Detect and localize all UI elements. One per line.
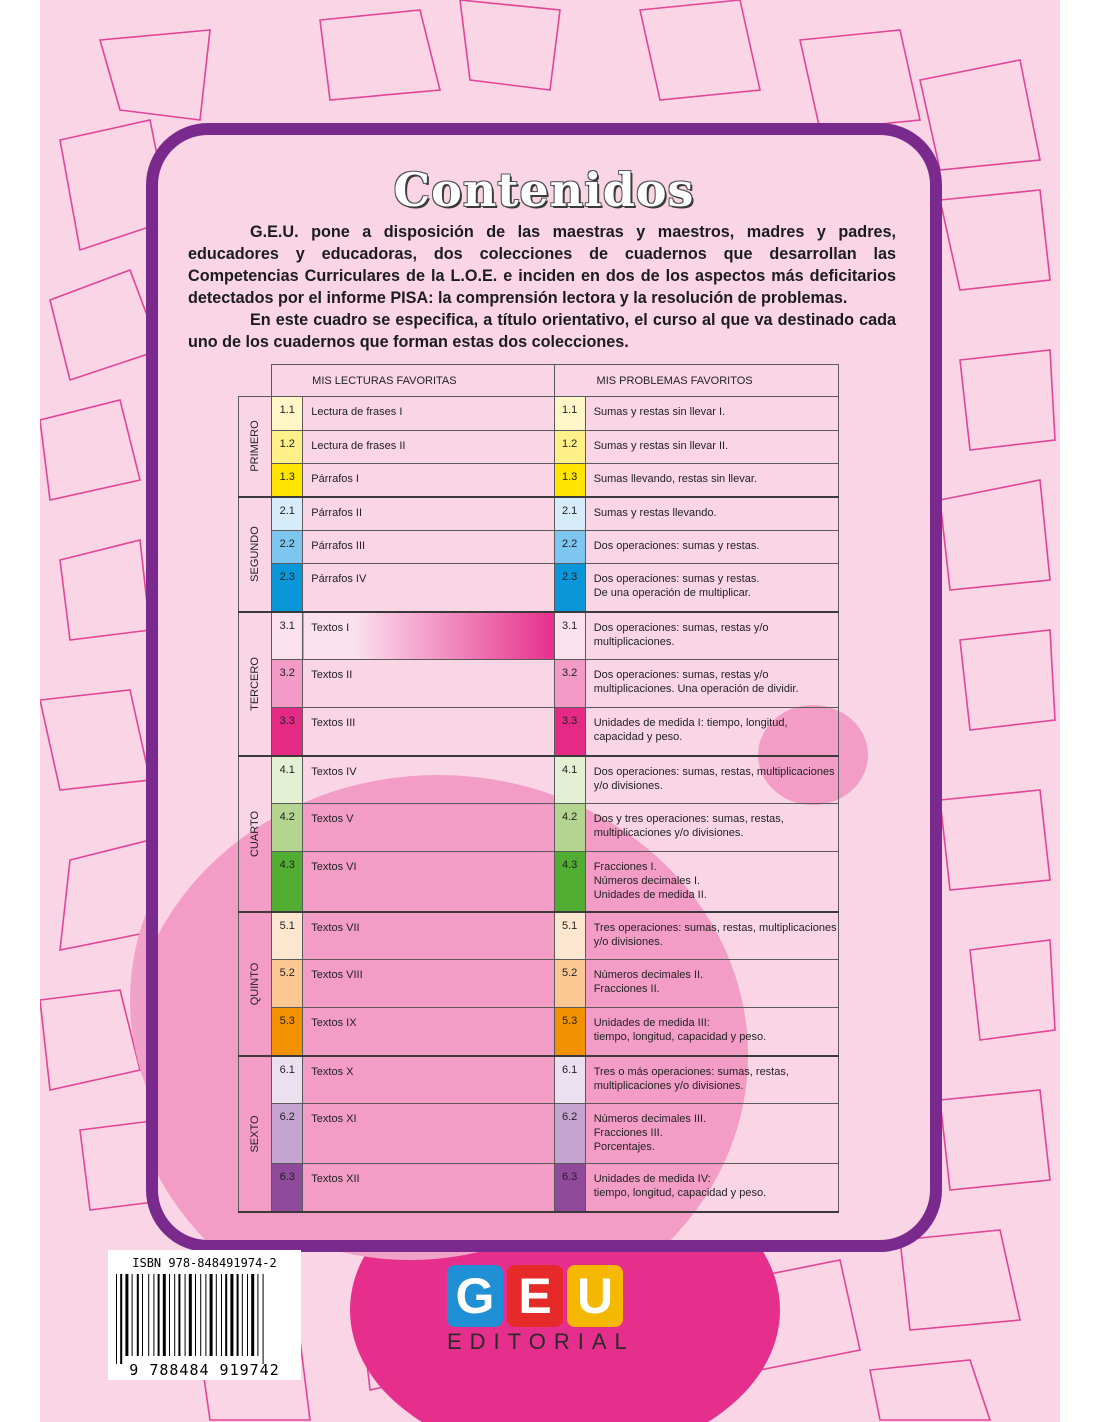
table-header-row (239, 365, 839, 397)
lectura-title: Textos IX (303, 1008, 554, 1056)
barcode-bar (116, 1274, 117, 1364)
problema-number: 3.3 (554, 708, 585, 756)
barcode-bar (185, 1274, 186, 1356)
logo-letter: G (447, 1265, 503, 1327)
barcode-bar (132, 1274, 133, 1356)
problema-number: 6.1 (554, 1056, 585, 1104)
table-row (239, 431, 839, 464)
course-name: PRIMERO (249, 420, 262, 472)
header-problemas: MIS PROBLEMAS FAVORITOS (554, 365, 838, 397)
lectura-title: Textos I (303, 612, 554, 660)
problema-title: Dos operaciones: sumas, restas y/o multiplicaciones. Una operación de dividir. (585, 660, 838, 708)
problema-title: Fracciones I. Números decimales I. Unidades de medida II. (585, 852, 838, 912)
lectura-number: 4.2 (272, 804, 303, 852)
table-row (239, 960, 839, 1008)
isbn-label: ISBN 978-848491974-2 (132, 1256, 277, 1270)
contents-table (238, 364, 839, 1213)
barcode-bar (137, 1274, 139, 1356)
problema-title: Sumas y restas sin llevar I. (585, 397, 838, 431)
course-label (239, 912, 272, 1056)
barcode-bar (247, 1274, 248, 1356)
table-row (239, 1164, 839, 1212)
barcode-bar (169, 1274, 170, 1356)
barcode-bar (200, 1274, 201, 1356)
problema-number: 4.1 (554, 756, 585, 804)
lectura-title: Textos XII (303, 1164, 554, 1212)
problema-number: 6.2 (554, 1104, 585, 1164)
course-label (239, 756, 272, 912)
problema-number: 5.2 (554, 960, 585, 1008)
problema-number: 2.1 (554, 497, 585, 531)
lectura-title: Textos VII (303, 912, 554, 960)
table-row (239, 1056, 839, 1104)
intro-text (188, 221, 896, 353)
table-row (239, 497, 839, 531)
table-row (239, 852, 839, 912)
course-label (239, 397, 272, 497)
barcode-bar (263, 1274, 264, 1364)
isbn-barcode (108, 1250, 301, 1380)
lectura-number: 1.2 (272, 431, 303, 464)
geu-logo (447, 1265, 635, 1355)
barcode-bar (163, 1274, 166, 1356)
problema-title: Dos operaciones: sumas, restas, multiplicaciones y/o divisiones. (585, 756, 838, 804)
intro-paragraph-1: G.E.U. pone a disposición de las maestras y maestros, madres y padres, educadores y educadoras, dos colecciones de cuadernos que desarrollan las Competencias Curriculares de la L.O.E. e inciden en dos de los aspectos más deficitarios detectados por el informe PISA: la comprensión lectora y la resolución de problemas. (188, 223, 896, 307)
lectura-number: 5.3 (272, 1008, 303, 1056)
problema-title: Unidades de medida IV: tiempo, longitud, capacidad y peso. (585, 1164, 838, 1212)
problema-number: 2.3 (554, 564, 585, 612)
lectura-number: 5.1 (272, 912, 303, 960)
problema-number: 4.2 (554, 804, 585, 852)
problema-number: 1.2 (554, 431, 585, 464)
contents-panel (146, 123, 942, 1252)
lectura-title: Textos XI (303, 1104, 554, 1164)
table-row (239, 564, 839, 612)
problema-title: Dos operaciones: sumas y restas. (585, 531, 838, 564)
intro-paragraph-2: En este cuadro se especifica, a título orientativo, el curso al que va destinado cada uno de los cuadernos que forman estas dos colecciones. (188, 311, 896, 351)
course-label (239, 1056, 272, 1212)
table-row (239, 660, 839, 708)
barcode-bar (257, 1274, 258, 1356)
lectura-number: 4.1 (272, 756, 303, 804)
barcode-bar (195, 1274, 196, 1356)
barcode-bar (158, 1274, 160, 1356)
table-row (239, 756, 839, 804)
barcode-bar (216, 1274, 217, 1356)
problema-title: Sumas y restas sin llevar II. (585, 431, 838, 464)
lectura-number: 1.3 (272, 464, 303, 497)
course-name: SEXTO (249, 1114, 262, 1153)
course-name: SEGUNDO (249, 526, 262, 582)
problema-title: Unidades de medida III: tiempo, longitud, capacidad y peso. (585, 1008, 838, 1056)
logo-letter: E (507, 1265, 563, 1327)
course-label (239, 612, 272, 756)
barcode-bar (120, 1274, 122, 1364)
barcode-bar (125, 1274, 128, 1356)
barcode-bar (153, 1274, 154, 1356)
problema-title: Números decimales III. Fracciones III. Porcentajes. (585, 1104, 838, 1164)
barcode-digits: 9 788484 919742 (129, 1361, 280, 1379)
problema-title: Unidades de medida I: tiempo, longitud, capacidad y peso. (585, 708, 838, 756)
problema-title: Tres o más operaciones: sumas, restas, multiplicaciones y/o divisiones. (585, 1056, 838, 1104)
barcode-bar (242, 1274, 243, 1356)
problema-title: Tres operaciones: sumas, restas, multiplicaciones y/o divisiones. (585, 912, 838, 960)
barcode-bar (221, 1274, 222, 1356)
lectura-number: 6.2 (272, 1104, 303, 1164)
lectura-title: Textos IV (303, 756, 554, 804)
table-row (239, 612, 839, 660)
lectura-title: Lectura de frases I (303, 397, 554, 431)
barcode-bar (174, 1274, 175, 1356)
problema-title: Sumas llevando, restas sin llevar. (585, 464, 838, 497)
table-row (239, 397, 839, 431)
barcode-bar (178, 1274, 180, 1356)
lectura-title: Párrafos III (303, 531, 554, 564)
barcode-bar (148, 1274, 149, 1356)
table-row (239, 531, 839, 564)
lectura-title: Textos VI (303, 852, 554, 912)
lectura-title: Textos X (303, 1056, 554, 1104)
lectura-title: Lectura de frases II (303, 431, 554, 464)
lectura-number: 2.3 (272, 564, 303, 612)
logo-letter: U (567, 1265, 623, 1327)
logo-subtitle: EDITORIAL (447, 1329, 635, 1354)
lectura-number: 3.1 (272, 612, 303, 660)
barcode-bar (230, 1274, 233, 1356)
table-row (239, 708, 839, 756)
barcode-bar (251, 1274, 254, 1356)
problema-number: 2.2 (554, 531, 585, 564)
course-name: CUARTO (249, 810, 262, 857)
problema-number: 5.3 (554, 1008, 585, 1056)
lectura-title: Párrafos IV (303, 564, 554, 612)
problema-title: Dos y tres operaciones: sumas, restas, multiplicaciones y/o divisiones. (585, 804, 838, 852)
lectura-number: 4.3 (272, 852, 303, 912)
problema-number: 4.3 (554, 852, 585, 912)
lectura-number: 1.1 (272, 397, 303, 431)
lectura-title: Textos VIII (303, 960, 554, 1008)
problema-number: 6.3 (554, 1164, 585, 1212)
lectura-title: Textos V (303, 804, 554, 852)
table-row (239, 1104, 839, 1164)
problema-number: 1.3 (554, 464, 585, 497)
barcode-bar (142, 1274, 143, 1356)
lectura-number: 6.1 (272, 1056, 303, 1104)
barcode-bar (210, 1274, 213, 1356)
lectura-number: 3.2 (272, 660, 303, 708)
barcode-bar (189, 1274, 192, 1356)
table-row (239, 1008, 839, 1056)
barcode-bar (205, 1274, 206, 1356)
lectura-title: Textos II (303, 660, 554, 708)
lectura-number: 3.3 (272, 708, 303, 756)
course-name: QUINTO (249, 962, 262, 1005)
barcode-bar (225, 1274, 227, 1356)
lectura-number: 6.3 (272, 1164, 303, 1212)
lectura-title: Párrafos I (303, 464, 554, 497)
course-label (239, 497, 272, 612)
problema-number: 1.1 (554, 397, 585, 431)
table-row (239, 912, 839, 960)
problema-number: 5.1 (554, 912, 585, 960)
course-name: TERCERO (249, 656, 262, 711)
lectura-number: 5.2 (272, 960, 303, 1008)
problema-title: Sumas y restas llevando. (585, 497, 838, 531)
barcode-bar (237, 1274, 239, 1356)
problema-title: Números decimales II. Fracciones II. (585, 960, 838, 1008)
problema-number: 3.2 (554, 660, 585, 708)
page-title: Contenidos (393, 163, 695, 217)
lectura-number: 2.1 (272, 497, 303, 531)
problema-title: Dos operaciones: sumas, restas y/o multiplicaciones. (585, 612, 838, 660)
lectura-number: 2.2 (272, 531, 303, 564)
table-row (239, 804, 839, 852)
lectura-title: Párrafos II (303, 497, 554, 531)
problema-number: 3.1 (554, 612, 585, 660)
problema-title: Dos operaciones: sumas y restas. De una operación de multiplicar. (585, 564, 838, 612)
table-row (239, 464, 839, 497)
header-lecturas: MIS LECTURAS FAVORITAS (272, 365, 554, 397)
lectura-title: Textos III (303, 708, 554, 756)
